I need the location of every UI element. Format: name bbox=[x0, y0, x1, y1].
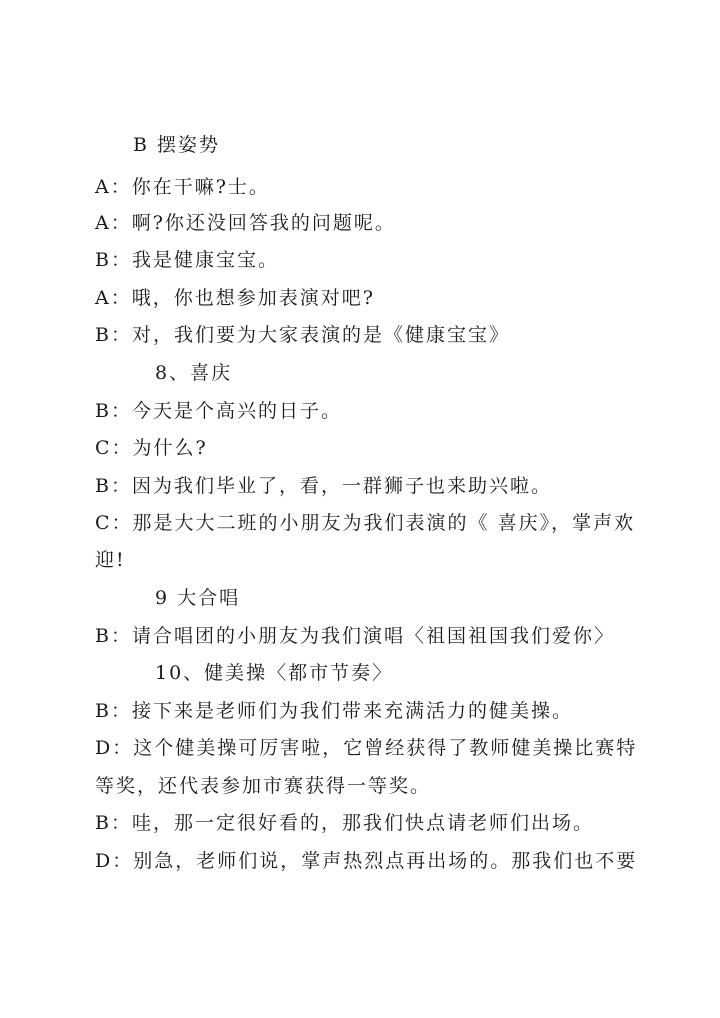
dialogue-line: A：你在干嘛?士。 bbox=[95, 176, 270, 198]
dialogue-line-continuation: 等奖，还代表参加市赛获得一等奖。 bbox=[95, 775, 432, 797]
dialogue-line: B：我是健康宝宝。 bbox=[95, 249, 279, 271]
dialogue-line-continuation: 迎! bbox=[95, 549, 126, 571]
program-heading: 8、喜庆 bbox=[155, 362, 233, 384]
dialogue-line: A：哦，你也想参加表演对吧? bbox=[95, 287, 375, 309]
dialogue-line: A：啊?你还没回答我的问题呢。 bbox=[95, 212, 396, 234]
dialogue-line: B：今天是个高兴的日子。 bbox=[95, 400, 342, 422]
program-heading: 10、健美操〈都市节奏〉 bbox=[155, 662, 394, 684]
dialogue-line: B：因为我们毕业了，看，一群狮子也来助兴啦。 bbox=[95, 475, 552, 497]
dialogue-line: C：那是大大二班的小朋友为我们表演的《 喜庆》，掌声欢 bbox=[95, 512, 636, 534]
dialogue-line: B：请合唱团的小朋友为我们演唱〈祖国祖国我们爱你〉 bbox=[95, 625, 615, 647]
dialogue-line: B：哇，那一定很好看的，那我们快点请老师们出场。 bbox=[95, 812, 594, 834]
dialogue-line: D：这个健美操可厉害啦，它曾经获得了教师健美操比赛特 bbox=[95, 737, 638, 759]
dialogue-line: B：接下来是老师们为我们带来充满活力的健美操。 bbox=[95, 700, 573, 722]
dialogue-line: B：对，我们要为大家表演的是《健康宝宝》 bbox=[95, 324, 510, 346]
text-line-stage-direction: B 摆姿势 bbox=[133, 134, 221, 156]
dialogue-line: D：别急，老师们说，掌声热烈点再出场的。那我们也不要 bbox=[95, 850, 638, 872]
program-heading: 9 大合唱 bbox=[155, 587, 241, 609]
dialogue-line: C：为什么? bbox=[95, 437, 208, 459]
